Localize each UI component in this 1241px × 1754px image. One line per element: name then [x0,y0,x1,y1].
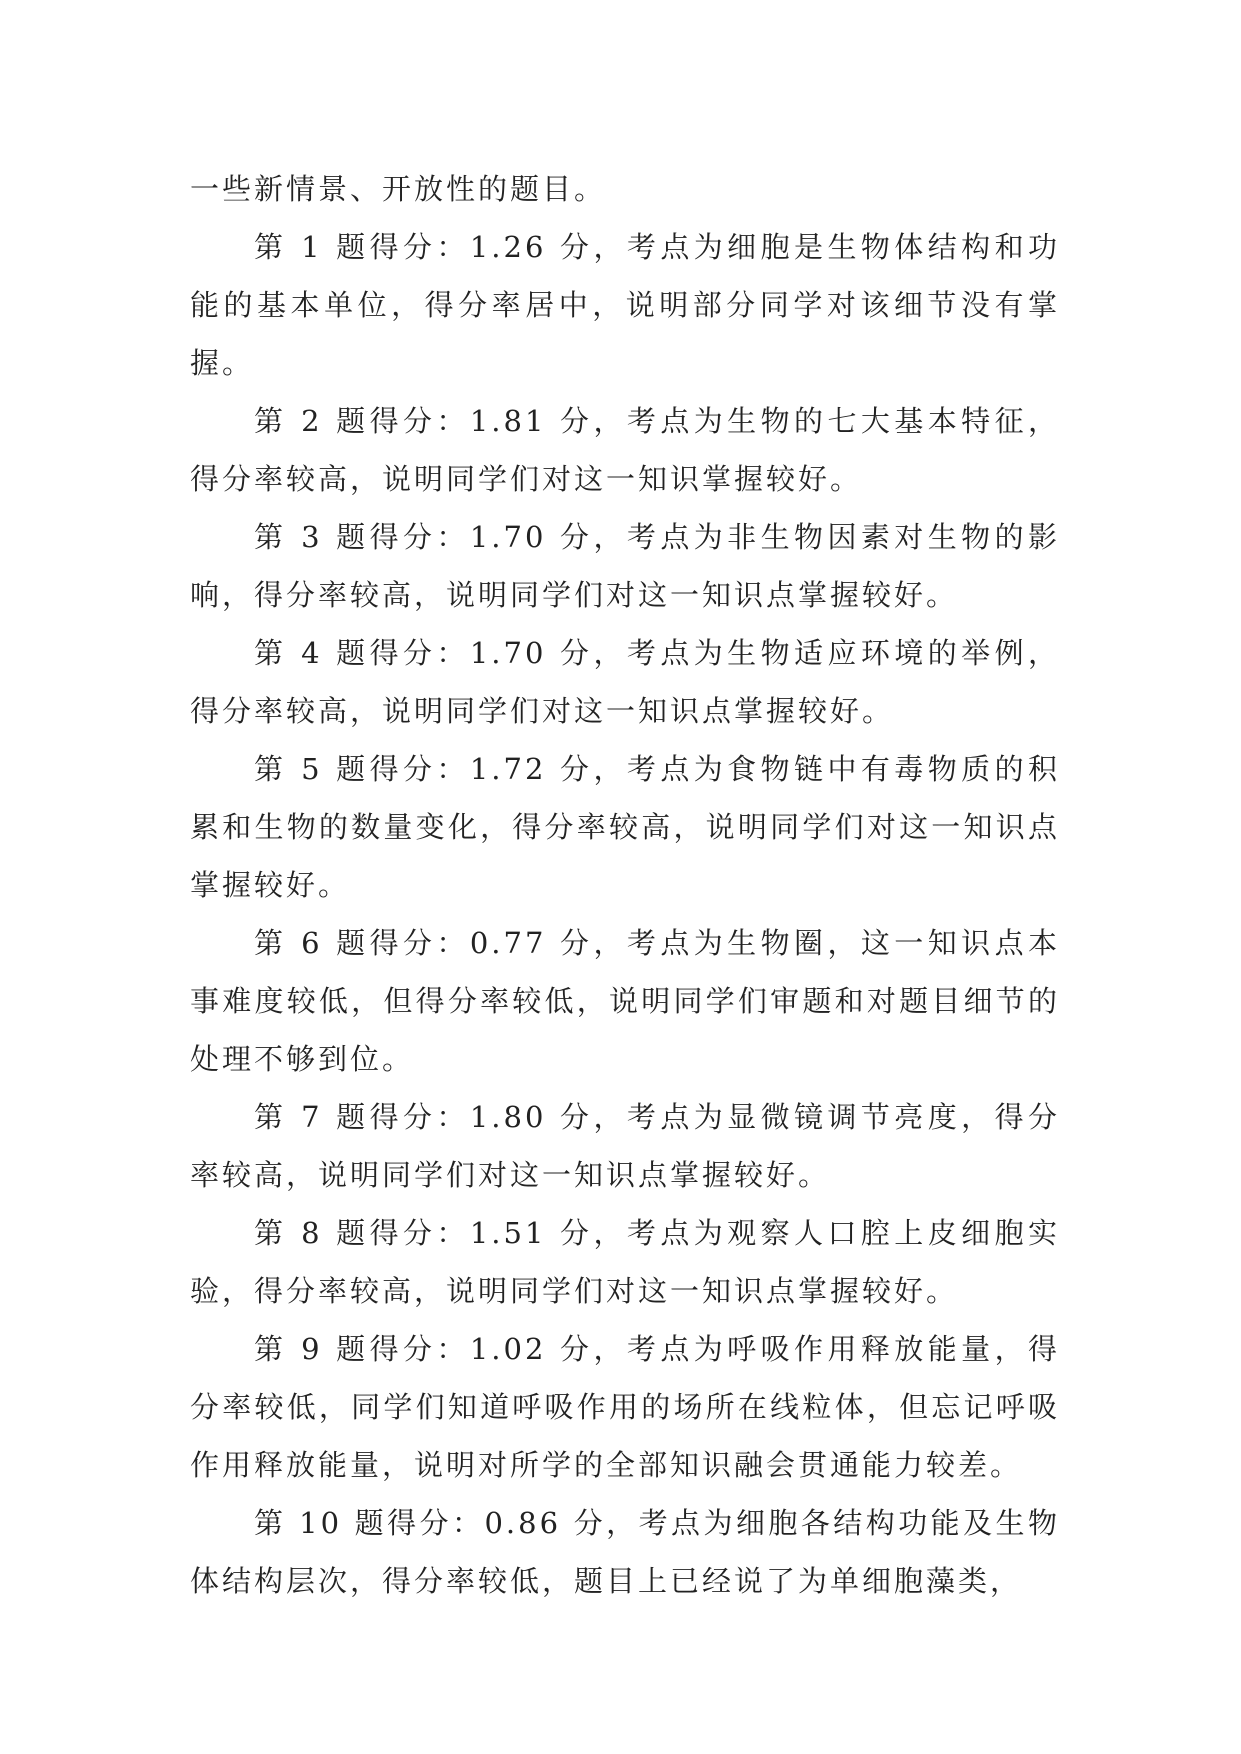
paragraph-question-4: 第 4 题得分：1.70 分，考点为生物适应环境的举例，得分率较高，说明同学们对这一知识点掌握较好。 [190,636,1060,728]
paragraph-question-7: 第 7 题得分：1.80 分，考点为显微镜调节亮度，得分率较高，说明同学们对这一知识点掌握较好。 [190,1100,1060,1192]
paragraph-question-10: 第 10 题得分：0.86 分，考点为细胞各结构功能及生物体结构层次，得分率较低，题目上已经说了为单细胞藻类， [190,1506,1060,1598]
document-body [190,160,1060,1610]
paragraph-question-3: 第 3 题得分：1.70 分，考点为非生物因素对生物的影响，得分率较高，说明同学们对这一知识点掌握较好。 [190,520,1060,612]
paragraph-question-1: 第 1 题得分：1.26 分，考点为细胞是生物体结构和功能的基本单位，得分率居中，说明部分同学对该细节没有掌握。 [190,230,1060,380]
paragraph-question-5: 第 5 题得分：1.72 分，考点为食物链中有毒物质的积累和生物的数量变化，得分率较高，说明同学们对这一知识点掌握较好。 [190,752,1060,902]
paragraph-question-6: 第 6 题得分：0.77 分，考点为生物圈，这一知识点本事难度较低，但得分率较低，说明同学们审题和对题目细节的处理不够到位。 [190,926,1060,1076]
paragraph-question-9: 第 9 题得分：1.02 分，考点为呼吸作用释放能量，得分率较低，同学们知道呼吸作用的场所在线粒体，但忘记呼吸作用释放能量，说明对所学的全部知识融会贯通能力较差。 [190,1332,1060,1482]
paragraph-question-8: 第 8 题得分：1.51 分，考点为观察人口腔上皮细胞实验，得分率较高，说明同学们对这一知识点掌握较好。 [190,1216,1060,1308]
paragraph-question-2: 第 2 题得分：1.81 分，考点为生物的七大基本特征，得分率较高，说明同学们对这一知识掌握较好。 [190,404,1060,496]
paragraph-intro-continuation: 一些新情景、开放性的题目。 [190,172,607,206]
